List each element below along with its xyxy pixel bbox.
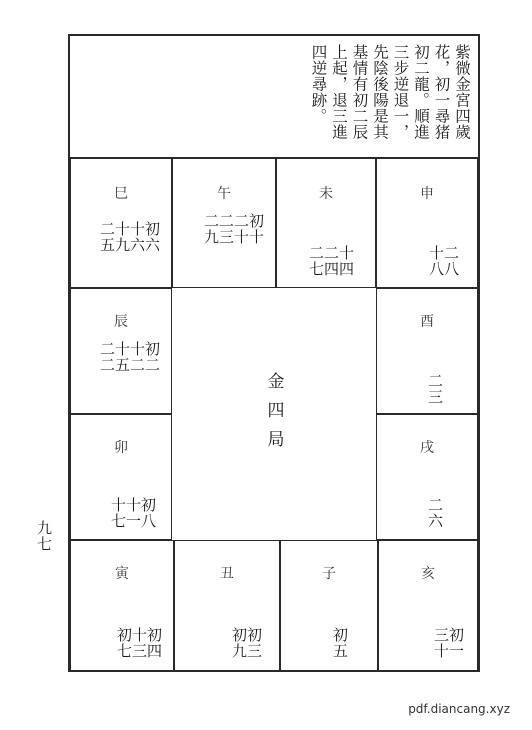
day-values xyxy=(110,497,155,529)
center-label: 金四局 xyxy=(263,371,284,459)
palace-cell xyxy=(376,158,478,288)
branch-label: 亥 xyxy=(421,566,435,582)
day-value: 十一 xyxy=(124,497,142,529)
day-value: 初四 xyxy=(145,627,163,659)
palace-cell xyxy=(376,288,478,414)
day-value: 十七 xyxy=(109,497,127,529)
watermark: pdf.diancang.xyz xyxy=(408,702,510,716)
branch-label: 酉 xyxy=(420,314,434,330)
branch-label: 辰 xyxy=(114,314,128,330)
palace-cell xyxy=(70,288,172,414)
day-values xyxy=(428,245,458,277)
day-values xyxy=(427,497,442,529)
branch-label: 巳 xyxy=(114,186,128,202)
day-value: 十四 xyxy=(337,245,355,277)
branch-label: 戌 xyxy=(420,440,434,456)
instruction-text: 紫微金宮四歲 花，初一尋猪 初二龍。順進 三步逆退一， 先陰後陽是其 基情有初二辰 上起，退三進 四逆尋跡。 xyxy=(309,44,471,140)
day-value: 二三 xyxy=(426,373,444,405)
day-values xyxy=(116,627,161,659)
branch-label: 午 xyxy=(217,186,231,202)
day-value: 二三 xyxy=(217,213,235,245)
palace-cell xyxy=(70,158,172,288)
day-value: 二八 xyxy=(442,245,460,277)
day-value: 二四 xyxy=(322,245,340,277)
branch-label: 子 xyxy=(322,566,336,582)
day-value: 十三 xyxy=(130,627,148,659)
day-value: 二六 xyxy=(426,497,444,529)
branch-label: 卯 xyxy=(114,440,128,456)
palace-cell xyxy=(378,540,478,672)
day-value: 二十 xyxy=(232,213,250,245)
center-panel xyxy=(174,292,374,538)
day-value: 二二 xyxy=(98,341,116,373)
day-values xyxy=(308,245,353,277)
day-value: 初五 xyxy=(331,627,349,659)
day-values xyxy=(427,373,442,405)
day-values xyxy=(203,213,263,245)
palace-cell xyxy=(280,540,378,672)
day-value: 十五 xyxy=(113,341,131,373)
day-value: 初八 xyxy=(139,497,157,529)
day-value: 二九 xyxy=(202,213,220,245)
page-number: 九七 xyxy=(35,520,53,552)
day-values xyxy=(231,627,261,659)
day-values xyxy=(99,221,159,253)
palace-cell xyxy=(276,158,376,288)
day-value: 初六 xyxy=(143,221,161,253)
day-values xyxy=(332,627,347,659)
instruction-note xyxy=(70,36,478,158)
branch-label: 申 xyxy=(420,186,434,202)
day-value: 初七 xyxy=(115,627,133,659)
palace-cell xyxy=(174,540,280,672)
day-value: 初十 xyxy=(247,213,265,245)
branch-label: 未 xyxy=(319,186,333,202)
palace-cell xyxy=(70,540,174,672)
day-value: 十八 xyxy=(427,245,445,277)
day-value: 十九 xyxy=(113,221,131,253)
day-value: 十二 xyxy=(128,341,146,373)
branch-label: 寅 xyxy=(115,566,129,582)
branch-label: 丑 xyxy=(220,566,234,582)
day-value: 初九 xyxy=(230,627,248,659)
day-value: 初三 xyxy=(245,627,263,659)
palace-cell xyxy=(172,158,276,288)
day-value: 二五 xyxy=(98,221,116,253)
day-value: 初二 xyxy=(143,341,161,373)
day-value: 三十 xyxy=(432,627,450,659)
day-value: 十六 xyxy=(128,221,146,253)
day-value: 初一 xyxy=(447,627,465,659)
palace-cell xyxy=(70,414,172,540)
day-values xyxy=(433,627,463,659)
palace-cell xyxy=(376,414,478,540)
day-value: 二七 xyxy=(307,245,325,277)
day-values xyxy=(99,341,159,373)
